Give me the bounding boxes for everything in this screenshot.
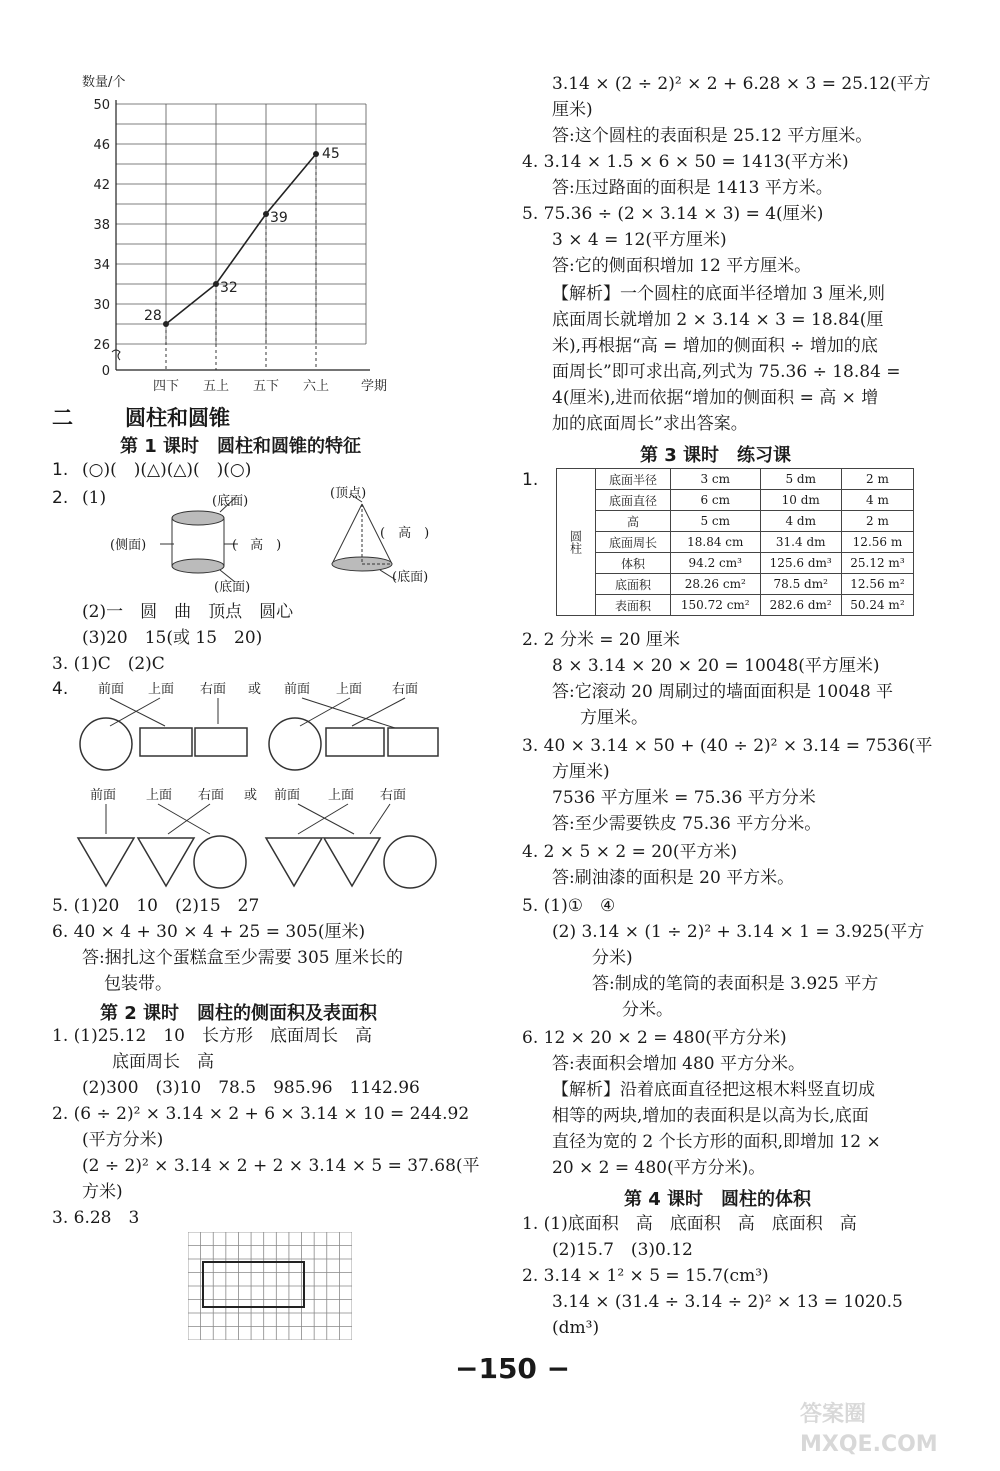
table-cell: 25.12 m³ <box>841 553 913 574</box>
table-row <box>557 553 914 574</box>
right-line: 加的底面周长”求出答案。 <box>552 414 748 434</box>
y-tick-label: 46 <box>93 138 110 153</box>
data-point <box>213 281 219 287</box>
lesson2-q2a: 2. (6 ÷ 2)² × 3.14 × 2 + 6 × 3.14 × 10 = 244.92 <box>52 1104 470 1124</box>
lesson3-title: 第 3 课时 练习课 <box>640 445 792 466</box>
table-row <box>557 595 914 616</box>
watermark: 答案圈 MXQE.COM <box>800 1402 938 1457</box>
grid-lines <box>188 1232 352 1340</box>
table-row <box>557 490 914 511</box>
lesson3-q6c: 【解析】沿着底面直径把这根木料竖直切成 <box>552 1080 875 1100</box>
y-tick-label: 50 <box>93 98 110 113</box>
grid-figure <box>188 1232 352 1340</box>
lesson3-q3b: 方厘米) <box>552 762 610 782</box>
table-cell: 底面直径 <box>596 490 671 511</box>
lesson1-q2a: (1) <box>82 488 107 508</box>
lesson3-q2a: 2. 2 分米 = 20 厘米 <box>522 630 680 650</box>
cyl-label-bottom: (底面) <box>214 580 251 595</box>
lesson2-q3: 3. 6.28 3 <box>52 1208 140 1228</box>
q4-label: 前面 <box>274 788 301 803</box>
lesson1-q6: 6. 40 × 4 + 30 × 4 + 25 = 305(厘米) <box>52 922 366 942</box>
right-line: 4(厘米),进而依据“增加的侧面积 = 高 × 增 <box>552 388 879 408</box>
lesson1-q3: 3. (1)C (2)C <box>52 654 165 674</box>
y-tick-label: 34 <box>93 258 110 273</box>
lesson3-q2d: 方厘米。 <box>580 708 648 728</box>
lesson2-q2d: 方米) <box>82 1182 123 1202</box>
q4-label: 右面 <box>380 788 407 803</box>
lesson4-q2b: 3.14 × (31.4 ÷ 3.14 ÷ 2)² × 13 = 1020.5 <box>552 1292 903 1312</box>
table-cell: 31.4 dm <box>760 532 841 553</box>
x-tick-label: 五下 <box>252 379 280 394</box>
cone-label-height: ( 高 ) <box>380 526 430 541</box>
table-cell: 4 m <box>841 490 913 511</box>
chart-layer <box>82 74 387 394</box>
q4-label: 或 <box>248 682 262 697</box>
lesson1-q6-answer: 答:捆扎这个蛋糕盒至少需要 305 厘米长的 <box>82 948 403 968</box>
lesson1-q2b: (2)一 圆 曲 顶点 圆心 <box>82 602 294 622</box>
table-cell: 94.2 cm³ <box>671 553 761 574</box>
right-line: 面周长”即可求出高,列式为 75.36 ÷ 18.84 = <box>552 362 901 382</box>
table-cell: 底面半径 <box>596 469 671 490</box>
cyl-label-top: (底面) <box>212 494 249 509</box>
lesson2-q1c: (2)300 (3)10 78.5 985.96 1142.96 <box>82 1078 420 1098</box>
q4-label: 右面 <box>198 788 225 803</box>
data-point <box>313 151 319 157</box>
table-cell: 底面周长 <box>596 532 671 553</box>
lesson1-q5: 5. (1)20 10 (2)15 27 <box>52 896 260 916</box>
lesson2-q1a: 1. (1)25.12 10 长方形 底面周长 高 <box>52 1026 373 1046</box>
lesson4-title: 第 4 课时 圆柱的体积 <box>624 1189 812 1210</box>
lesson3-q4b: 答:刷油漆的面积是 20 平方米。 <box>552 868 795 888</box>
q4-label: 或 <box>244 788 258 803</box>
cylinder-table <box>556 468 914 616</box>
table-row <box>557 469 914 490</box>
lesson4-q2c: (dm³) <box>552 1318 600 1338</box>
table-cell: 表面积 <box>596 595 671 616</box>
q4-label: 上面 <box>148 682 175 697</box>
right-line: 4. 3.14 × 1.5 × 6 × 50 = 1413(平方米) <box>522 152 849 172</box>
section-title: 圆柱和圆锥 <box>125 406 230 430</box>
table-cell: 6 cm <box>671 490 761 511</box>
lesson3-q6e: 直径为宽的 2 个长方形的面积,即增加 12 × <box>552 1132 881 1152</box>
lesson3-q3a: 3. 40 × 3.14 × 50 + (40 ÷ 2)² × 3.14 = 7536(平 <box>522 736 933 756</box>
cyl-label-height: ( 高 ) <box>232 538 282 553</box>
table-row <box>557 511 914 532</box>
lesson3-q6a: 6. 12 × 20 × 2 = 480(平方分米) <box>522 1028 787 1048</box>
cone-label-apex: (顶点) <box>330 486 367 501</box>
table-cell: 5 dm <box>760 469 841 490</box>
table-cell: 4 dm <box>760 511 841 532</box>
lesson3-q3d: 答:至少需要铁皮 75.36 平方分米。 <box>552 814 822 834</box>
data-point <box>163 321 169 327</box>
line-chart <box>70 68 400 403</box>
lesson3-q2b: 8 × 3.14 × 20 × 20 = 10048(平方厘米) <box>552 656 880 676</box>
data-point <box>263 211 269 217</box>
lesson3-q5c: 分米) <box>592 948 633 968</box>
x-tick-label: 六上 <box>302 379 330 394</box>
lesson3-q2c: 答:它滚动 20 周刷过的墙面面积是 10048 平 <box>552 682 894 702</box>
lesson3-q6f: 20 × 2 = 480(平方分米)。 <box>552 1158 766 1178</box>
y-tick-label: 0 <box>101 364 110 379</box>
q4-figure-row2 <box>70 800 450 890</box>
table-cell: 2 m <box>841 469 913 490</box>
lesson2-q2b: (平方分米) <box>82 1130 164 1150</box>
table-row <box>557 574 914 595</box>
q4-label: 上面 <box>328 788 355 803</box>
x-tick-label: 五上 <box>202 379 230 394</box>
q-number: 2. <box>52 488 69 508</box>
lesson4-q2a: 2. 3.14 × 1² × 5 = 15.7(cm³) <box>522 1266 769 1286</box>
q4-label: 前面 <box>90 788 117 803</box>
table-cell: 5 cm <box>671 511 761 532</box>
right-line: 答:它的侧面积增加 12 平方厘米。 <box>552 256 812 276</box>
right-line: 米),再根据“高 = 增加的侧面积 ÷ 增加的底 <box>552 336 878 356</box>
section-number: 二 <box>52 406 73 430</box>
table-cell: 282.6 dm² <box>760 595 841 616</box>
lesson3-q5d: 答:制成的笔筒的表面积是 3.925 平方 <box>592 974 879 994</box>
table-cell: 12.56 m² <box>841 574 913 595</box>
table-cell: 12.56 m <box>841 532 913 553</box>
lesson1-q2c: (3)20 15(或 15 20) <box>82 628 263 648</box>
lesson3-q5e: 分米。 <box>622 1000 673 1020</box>
table-cell: 高 <box>596 511 671 532</box>
data-label: 39 <box>270 210 288 226</box>
q4-label: 上面 <box>336 682 363 697</box>
x-axis-label: 学期 <box>360 379 388 394</box>
y-tick-label: 42 <box>93 178 110 193</box>
y-tick-label: 38 <box>93 218 110 233</box>
right-line: 底面周长就增加 2 × 3.14 × 3 = 18.84(厘 <box>552 310 884 330</box>
x-tick-label: 四下 <box>152 379 180 394</box>
right-line: 厘米) <box>552 100 593 120</box>
right-line: 3.14 × (2 ÷ 2)² × 2 + 6.28 × 3 = 25.12(平方 <box>552 74 931 94</box>
data-label: 45 <box>322 146 340 162</box>
table-side-label: 圆柱 <box>557 469 596 616</box>
table-cell: 150.72 cm² <box>671 595 761 616</box>
lesson3-q6b: 答:表面积会增加 480 平方分米。 <box>552 1054 805 1074</box>
table-cell: 18.84 cm <box>671 532 761 553</box>
lesson1-q6-answer: 包装带。 <box>104 974 172 994</box>
right-line: 答:压过路面的面积是 1413 平方米。 <box>552 178 833 198</box>
table-cell: 50.24 m² <box>841 595 913 616</box>
table-cell: 125.6 dm³ <box>760 553 841 574</box>
lesson4-q1b: (2)15.7 (3)0.12 <box>552 1240 693 1260</box>
q4-label: 前面 <box>98 682 125 697</box>
lesson2-q2c: (2 ÷ 2)² × 3.14 × 2 + 2 × 3.14 × 5 = 37.68(平 <box>82 1156 480 1176</box>
q4-label: 右面 <box>200 682 227 697</box>
lesson2-q1b: 底面周长 高 <box>112 1052 214 1072</box>
lesson2-title: 第 2 课时 圆柱的侧面积及表面积 <box>100 1003 378 1024</box>
q4-label: 前面 <box>284 682 311 697</box>
q-number: 4. <box>52 679 69 699</box>
right-line: 【解析】一个圆柱的底面半径增加 3 厘米,则 <box>552 284 886 304</box>
data-label: 32 <box>220 280 238 296</box>
table-cell: 3 cm <box>671 469 761 490</box>
right-line: 5. 75.36 ÷ (2 × 3.14 × 3) = 4(厘米) <box>522 204 824 224</box>
lesson3-q6d: 相等的两块,增加的表面积是以高为长,底面 <box>552 1106 869 1126</box>
table-cell: 底面积 <box>596 574 671 595</box>
table-row <box>557 532 914 553</box>
q-number: 1. <box>522 470 539 490</box>
y-tick-label: 30 <box>93 298 110 313</box>
page-number: −150 − <box>455 1352 571 1385</box>
lesson3-q5b: (2) 3.14 × (1 ÷ 2)² + 3.14 × 1 = 3.925(平方 <box>552 922 925 942</box>
cyl-label-side: (侧面) <box>110 538 147 553</box>
table-cell: 28.26 cm² <box>671 574 761 595</box>
lesson1-title: 第 1 课时 圆柱和圆锥的特征 <box>120 436 362 457</box>
y-tick-label: 26 <box>93 338 110 353</box>
cone-label-bottom: (底面) <box>392 570 429 585</box>
table-cell: 10 dm <box>760 490 841 511</box>
table-cell: 78.5 dm² <box>760 574 841 595</box>
q-number: 1. <box>52 460 69 480</box>
y-axis-label: 数量/个 <box>82 75 126 90</box>
lesson3-q3c: 7536 平方厘米 = 75.36 平方分米 <box>552 788 816 808</box>
lesson3-q5a: 5. (1)① ④ <box>522 896 616 916</box>
series-line <box>166 154 316 324</box>
lesson3-q4a: 4. 2 × 5 × 2 = 20(平方米) <box>522 842 738 862</box>
right-line: 3 × 4 = 12(平方厘米) <box>552 230 727 250</box>
table-cell: 2 m <box>841 511 913 532</box>
right-line: 答:这个圆柱的表面积是 25.12 平方厘米。 <box>552 126 873 146</box>
table-cell: 体积 <box>596 553 671 574</box>
q4-label: 右面 <box>392 682 419 697</box>
q4-label: 上面 <box>146 788 173 803</box>
data-label: 28 <box>144 308 162 324</box>
q4-figure-row1 <box>70 694 450 774</box>
lesson4-q1a: 1. (1)底面积 高 底面积 高 底面积 高 <box>522 1214 857 1234</box>
lesson1-q1: (○)( )(△)(△)( )(○) <box>82 460 252 480</box>
